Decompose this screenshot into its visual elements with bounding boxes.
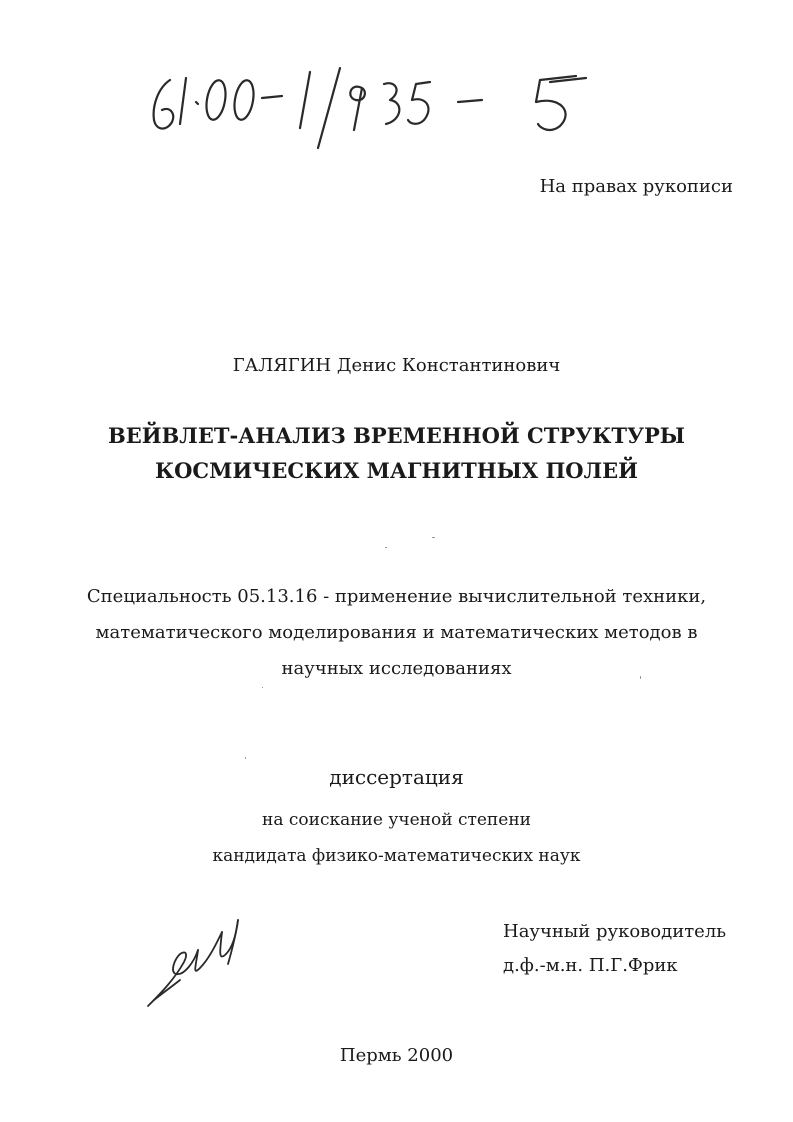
degree-line-2: кандидата физико-математических наук <box>212 846 581 866</box>
scan-speck <box>385 547 387 548</box>
specialty-line-2: математического моделирования и математических методов в <box>95 622 698 643</box>
supervisor-name: д.ф.-м.н. П.Г.Фрик <box>503 955 678 976</box>
scan-speck <box>640 676 641 679</box>
title-line-1: ВЕЙВЛЕТ-АНАЛИЗ ВРЕМЕННОЙ СТРУКТУРЫ <box>107 423 686 448</box>
rights-note: На правах рукописи <box>539 176 733 197</box>
specialty-line-3: научных исследованиях <box>281 658 512 679</box>
city-year: Пермь 2000 <box>339 1045 454 1066</box>
degree-line-1: на соискание ученой степени <box>261 810 531 830</box>
work-type-label: диссертация <box>329 765 464 789</box>
degree-block <box>0 802 793 874</box>
supervisor-role: Научный руководитель <box>503 921 727 942</box>
scan-speck <box>245 757 246 759</box>
supervisor-block <box>503 915 726 983</box>
dissertation-title <box>0 418 793 488</box>
signature-drawing <box>140 910 250 1020</box>
specialty-line-1: Специальность 05.13.16 - применение вычислительной техники, <box>86 586 707 607</box>
title-line-2: КОСМИЧЕСКИХ МАГНИТНЫХ ПОЛЕЙ <box>154 458 639 483</box>
specialty-block <box>0 579 793 687</box>
scan-speck <box>262 687 263 688</box>
author-name: ГАЛЯГИН Денис Константинович <box>232 355 561 376</box>
handwritten-archive-number <box>140 58 620 158</box>
scan-speck <box>432 537 435 538</box>
